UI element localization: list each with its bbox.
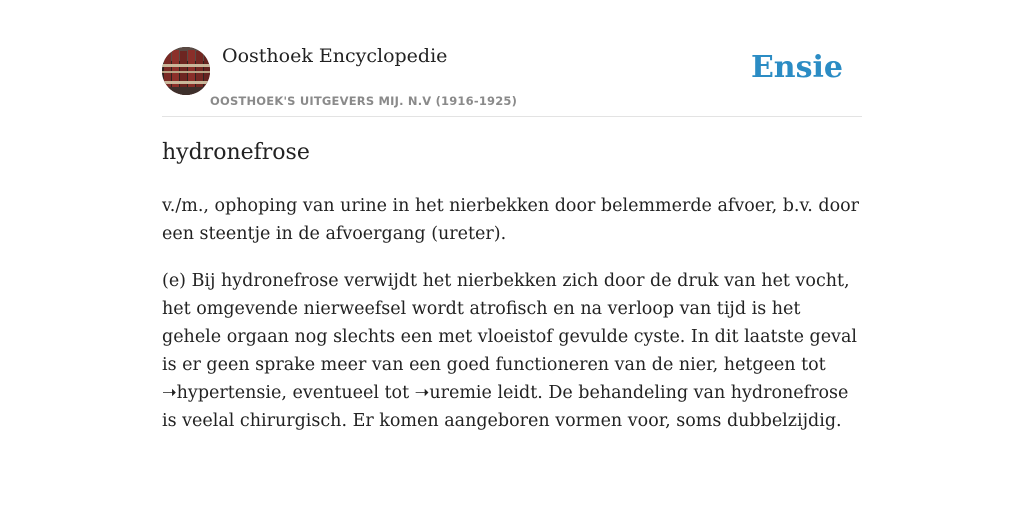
entry-title: hydronefrose <box>162 140 310 165</box>
source-header <box>162 0 862 117</box>
source-title[interactable]: Oosthoek Encyclopedie <box>222 45 448 67</box>
source-subtitle: OOSTHOEK'S UITGEVERS MIJ. N.V (1916-1925) <box>210 94 518 108</box>
article-card <box>162 0 862 431</box>
entry-paragraph-2: (e) Bij hydronefrose verwijdt het nierbekken zich door de druk van het vocht, het omgevende nierweefsel wordt atrofisch en na verloop van tijd is het gehele orgaan nog slechts een met vloeistof gevulde cyste. In dit laatste geval is er geen sprake meer van een goed functioneren van de nier, hetgeen tot ➝hypertensie, eventueel tot ➝uremie leidt. De behandeling van hydronefrose is veelal chirurgisch. Er komen aangeboren vormen voor, soms dubbelzijdig. <box>162 271 857 431</box>
entry-paragraph-1: v./m., ophoping van urine in het nierbekken door belemmerde afvoer, b.v. door een steentje in de afvoergang (ureter). <box>162 196 860 244</box>
brand-logo[interactable]: Ensie <box>750 50 843 85</box>
book-spines-icon <box>162 47 210 95</box>
source-avatar[interactable] <box>162 47 210 95</box>
